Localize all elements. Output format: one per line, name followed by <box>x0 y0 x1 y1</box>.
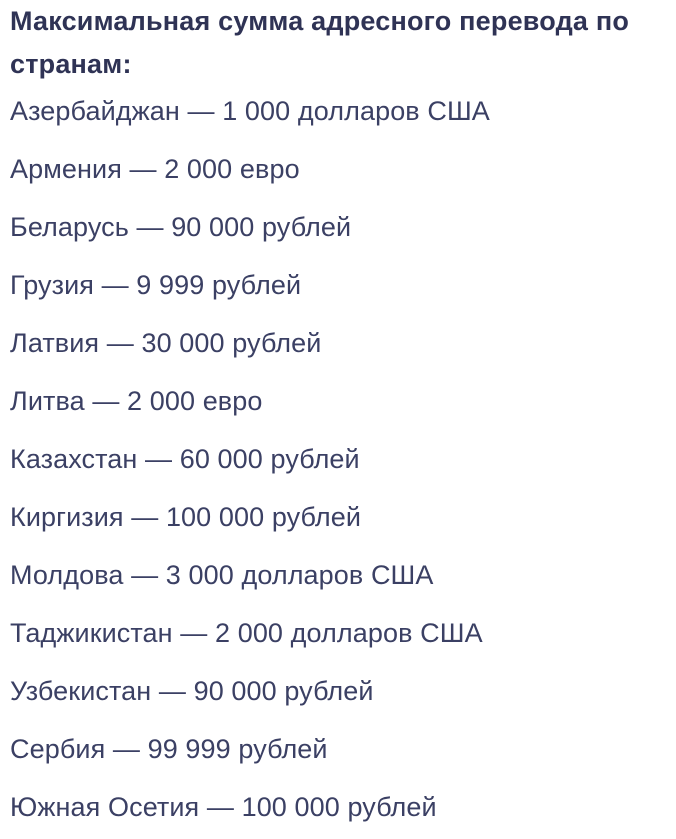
limit-item: Азербайджан — 1 000 долларов США <box>10 96 490 126</box>
limit-item: Киргизия — 100 000 рублей <box>10 502 362 532</box>
limit-item: Армения — 2 000 евро <box>10 154 300 184</box>
limit-item: Молдова — 3 000 долларов США <box>10 560 434 590</box>
limit-item: Таджикистан — 2 000 долларов США <box>10 618 483 648</box>
limit-item: Южная Осетия — 100 000 рублей <box>10 792 437 822</box>
section-heading: Максимальная сумма адресного перевода по странам: <box>10 6 630 79</box>
limit-item: Казахстан — 60 000 рублей <box>10 444 360 474</box>
limit-item: Узбекистан — 90 000 рублей <box>10 676 374 706</box>
limit-item: Латвия — 30 000 рублей <box>10 328 322 358</box>
limit-item: Беларусь — 90 000 рублей <box>10 212 352 242</box>
limit-item: Сербия — 99 999 рублей <box>10 734 328 764</box>
limit-item: Грузия — 9 999 рублей <box>10 270 302 300</box>
limit-item: Литва — 2 000 евро <box>10 386 263 416</box>
